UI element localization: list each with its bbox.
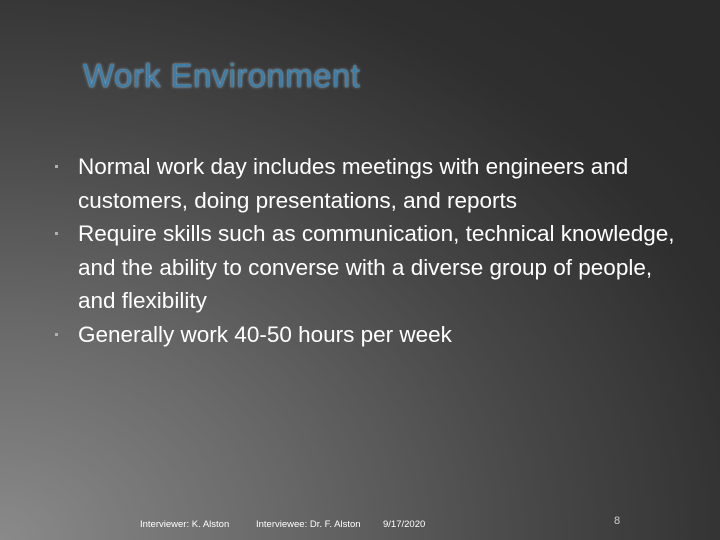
bullet-marker-icon <box>55 165 58 168</box>
footer-date: 9/17/2020 <box>383 519 426 530</box>
bullet-item <box>55 150 675 217</box>
bullet-text: Normal work day includes meetings with engineers and customers, doing presentations, and reports <box>78 154 629 213</box>
footer-interviewer: Interviewer: K. Alston <box>140 519 230 530</box>
bullet-text: Require skills such as communication, technical knowledge, and the ability to converse with a diverse group of people, and flexibility <box>78 221 675 313</box>
page-number: 8 <box>614 515 621 527</box>
bullet-marker-icon <box>55 232 58 235</box>
bullet-text: Generally work 40-50 hours per week <box>78 321 452 347</box>
bullet-item <box>55 318 675 352</box>
bullet-marker-icon <box>55 333 58 336</box>
slide-title: Work Environment <box>83 57 361 94</box>
bullet-list <box>55 150 675 351</box>
footer-interviewee: Interviewee: Dr. F. Alston <box>256 519 361 530</box>
bullet-item <box>55 217 675 318</box>
